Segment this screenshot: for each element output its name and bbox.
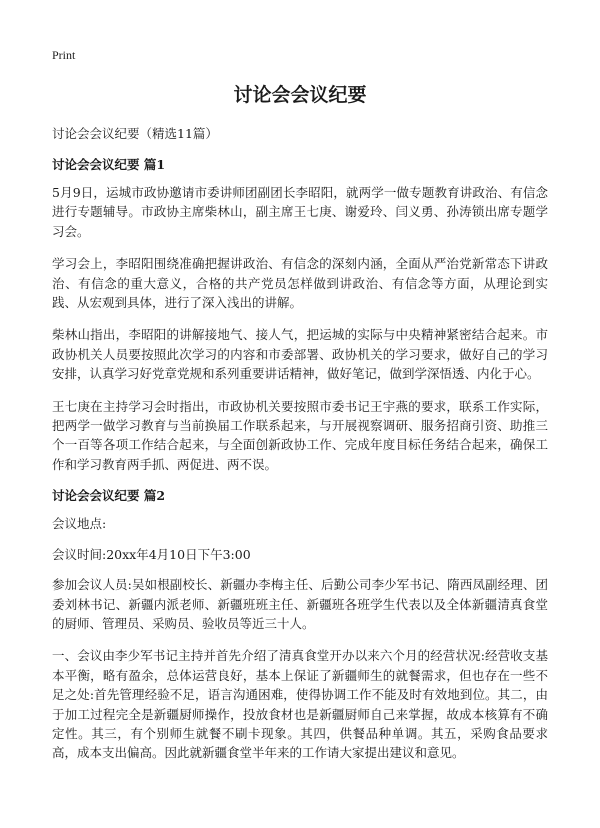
section-heading: 讨论会会议纪要 篇2 — [52, 488, 166, 504]
document-subtitle: 讨论会会议纪要（精选11篇） — [52, 126, 218, 141]
page-title: 讨论会会议纪要 — [233, 84, 367, 106]
meeting-location: 会议地点: — [52, 516, 107, 532]
paragraph: 学习会上，李昭阳围绕准确把握讲政治、有信念的深刻内涵，全面从严治党新常态下讲政治、有信念的重大意义，合格的共产党员怎样做到讲政治、有信念等方面，从理论到实践、从宏观到具体，进行了深入浅出的讲解。 — [52, 256, 548, 311]
paragraph: 一、会议由李少军书记主持并首先介绍了清真食堂开办以来六个月的经营状况:经营收支基本平衡，略有盈余，总体运营良好，基本上保证了新疆师生的就餐需求，但也存在一些不足之处:首先管理经验不足，语言沟通困难，使得协调工作不能及时有效地到位。其二，由于加工过程完全是新疆厨师操作，投放食材也是新疆厨师自己来掌握，故成本核算有不确定性。其三，有个别师生就餐不刷卡现象。其四，供餐品种单调。其五，采购食品要求高，成本支出偏高。因此就新疆食堂半年来的工作请大家提出建议和意见。 — [52, 648, 548, 761]
print-link[interactable]: Print — [52, 48, 76, 62]
paragraph: 王七庚在主持学习会时指出，市政协机关要按照市委书记王宇燕的要求，联系工作实际，把两学一做学习教育与当前换届工作联系起来，与开展视察调研、服务招商引资、助推三个一百等各项工作结合起来，与全面创新政协工作、完成年度目标任务结合起来，确保工作和学习教育两手抓、两促进、两不误。 — [52, 398, 548, 472]
section-1 — [52, 156, 548, 474]
paragraph: 柴林山指出，李昭阳的讲解接地气、接人气，把运城的实际与中央精神紧密结合起来。市政协机关人员要按照此次学习的内容和市委部署、政协机关的学习要求，做好自己的学习安排，认真学习好党章党规和系列重要讲话精神，做好笔记，做到学深悟透、内化于心。 — [52, 327, 548, 382]
meeting-time: 会议时间:20xx年4月10日下午3:00 — [52, 546, 251, 562]
paragraph: 5月9日，运城市政协邀请市委讲师团副团长李昭阳，就两学一做专题教育讲政治、有信念进行专题辅导。市政协主席柴林山，副主席王七庚、谢爱玲、闫义勇、孙涛锁出席专题学习会。 — [52, 185, 548, 239]
meeting-attendees: 参加会议人员:吴如根副校长、新疆办李梅主任、后勤公司李少军书记、隋西凤副经理、团委刘林书记、新疆内派老师、新疆班班主任、新疆班各班学生代表以及全体新疆清真食堂的厨师、管理员、采购员、验收员等近三十人。 — [52, 577, 548, 631]
section-heading: 讨论会会议纪要 篇1 — [52, 157, 166, 172]
section-2 — [52, 487, 548, 762]
